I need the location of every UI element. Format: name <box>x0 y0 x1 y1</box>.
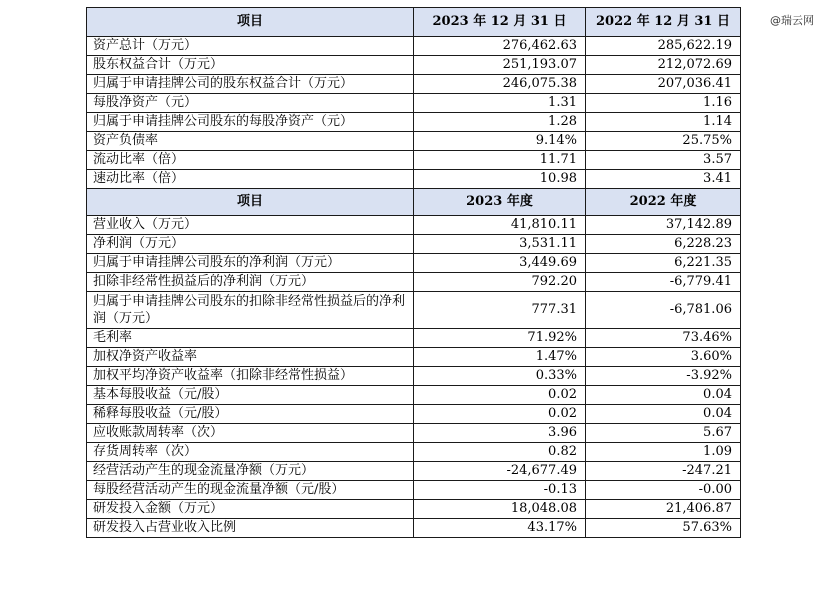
row-label: 股东权益合计（万元） <box>87 56 414 75</box>
table-header-row <box>87 8 741 37</box>
row-label: 应收账款周转率（次） <box>87 424 414 443</box>
cell-value: 285,622.19 <box>586 37 741 56</box>
table-row <box>87 329 741 348</box>
row-label: 加权平均净资产收益率（扣除非经常性损益） <box>87 367 414 386</box>
cell-value: 251,193.07 <box>414 56 586 75</box>
cell-value: 212,072.69 <box>586 56 741 75</box>
cell-value: 37,142.89 <box>586 216 741 235</box>
column-header-item: 项目 <box>87 189 414 216</box>
table-row <box>87 292 741 329</box>
cell-value: 9.14% <box>414 132 586 151</box>
row-label: 营业收入（万元） <box>87 216 414 235</box>
table-row <box>87 113 741 132</box>
row-label: 稀释每股收益（元/股） <box>87 405 414 424</box>
cell-value: 1.16 <box>586 94 741 113</box>
table-row <box>87 386 741 405</box>
table-row <box>87 132 741 151</box>
column-header-period: 2022 年 12 月 31 日 <box>586 8 741 37</box>
cell-value: 3.57 <box>586 151 741 170</box>
cell-value: 0.02 <box>414 405 586 424</box>
cell-value: 3,449.69 <box>414 254 586 273</box>
row-label: 资产总计（万元） <box>87 37 414 56</box>
cell-value: 777.31 <box>414 292 586 329</box>
row-label: 扣除非经常性损益后的净利润（万元） <box>87 273 414 292</box>
column-header-period: 2022 年度 <box>586 189 741 216</box>
table-header-row <box>87 189 741 216</box>
cell-value: 3.41 <box>586 170 741 189</box>
cell-value: 6,228.23 <box>586 235 741 254</box>
row-label: 归属于申请挂牌公司股东的每股净资产（元） <box>87 113 414 132</box>
table-row <box>87 56 741 75</box>
row-label: 净利润（万元） <box>87 235 414 254</box>
row-label: 毛利率 <box>87 329 414 348</box>
table-row <box>87 519 741 538</box>
cell-value: 73.46% <box>586 329 741 348</box>
cell-value: 18,048.08 <box>414 500 586 519</box>
table-row <box>87 500 741 519</box>
cell-value: 792.20 <box>414 273 586 292</box>
cell-value: 1.28 <box>414 113 586 132</box>
cell-value: 1.09 <box>586 443 741 462</box>
table-row <box>87 170 741 189</box>
row-label: 速动比率（倍） <box>87 170 414 189</box>
cell-value: 21,406.87 <box>586 500 741 519</box>
table-row <box>87 94 741 113</box>
cell-value: 57.63% <box>586 519 741 538</box>
table-row <box>87 443 741 462</box>
cell-value: -247.21 <box>586 462 741 481</box>
cell-value: 0.04 <box>586 405 741 424</box>
row-label: 归属于申请挂牌公司的股东权益合计（万元） <box>87 75 414 94</box>
cell-value: 276,462.63 <box>414 37 586 56</box>
cell-value: 25.75% <box>586 132 741 151</box>
cell-value: 3,531.11 <box>414 235 586 254</box>
table-row <box>87 481 741 500</box>
table-row <box>87 151 741 170</box>
cell-value: 41,810.11 <box>414 216 586 235</box>
row-label: 加权净资产收益率 <box>87 348 414 367</box>
row-label: 研发投入占营业收入比例 <box>87 519 414 538</box>
table-row <box>87 367 741 386</box>
row-label: 存货周转率（次） <box>87 443 414 462</box>
cell-value: 0.04 <box>586 386 741 405</box>
row-label: 归属于申请挂牌公司股东的扣除非经常性损益后的净利润（万元） <box>87 292 414 329</box>
cell-value: 246,075.38 <box>414 75 586 94</box>
cell-value: -24,677.49 <box>414 462 586 481</box>
cell-value: 10.98 <box>414 170 586 189</box>
column-header-item: 项目 <box>87 8 414 37</box>
row-label: 归属于申请挂牌公司股东的净利润（万元） <box>87 254 414 273</box>
cell-value: 207,036.41 <box>586 75 741 94</box>
column-header-period: 2023 年度 <box>414 189 586 216</box>
row-label: 基本每股收益（元/股） <box>87 386 414 405</box>
table-row <box>87 75 741 94</box>
cell-value: -6,781.06 <box>586 292 741 329</box>
row-label: 每股净资产（元） <box>87 94 414 113</box>
table-row <box>87 348 741 367</box>
cell-value: -0.00 <box>586 481 741 500</box>
column-header-period: 2023 年 12 月 31 日 <box>414 8 586 37</box>
cell-value: 1.47% <box>414 348 586 367</box>
table-row <box>87 424 741 443</box>
cell-value: 11.71 <box>414 151 586 170</box>
table-row <box>87 254 741 273</box>
cell-value: 6,221.35 <box>586 254 741 273</box>
cell-value: 1.14 <box>586 113 741 132</box>
row-label: 研发投入金额（万元） <box>87 500 414 519</box>
table-row <box>87 462 741 481</box>
cell-value: 3.96 <box>414 424 586 443</box>
cell-value: 43.17% <box>414 519 586 538</box>
table-row <box>87 235 741 254</box>
cell-value: 3.60% <box>586 348 741 367</box>
financial-table <box>86 7 741 538</box>
table-row <box>87 37 741 56</box>
table-row <box>87 273 741 292</box>
cell-value: 71.92% <box>414 329 586 348</box>
cell-value: -3.92% <box>586 367 741 386</box>
cell-value: 0.33% <box>414 367 586 386</box>
cell-value: 0.02 <box>414 386 586 405</box>
cell-value: 1.31 <box>414 94 586 113</box>
row-label: 每股经营活动产生的现金流量净额（元/股） <box>87 481 414 500</box>
row-label: 资产负债率 <box>87 132 414 151</box>
row-label: 流动比率（倍） <box>87 151 414 170</box>
cell-value: 0.82 <box>414 443 586 462</box>
watermark: @瑞云网 <box>770 14 814 27</box>
cell-value: 5.67 <box>586 424 741 443</box>
table-row <box>87 216 741 235</box>
row-label: 经营活动产生的现金流量净额（万元） <box>87 462 414 481</box>
cell-value: -0.13 <box>414 481 586 500</box>
cell-value: -6,779.41 <box>586 273 741 292</box>
table-row <box>87 405 741 424</box>
